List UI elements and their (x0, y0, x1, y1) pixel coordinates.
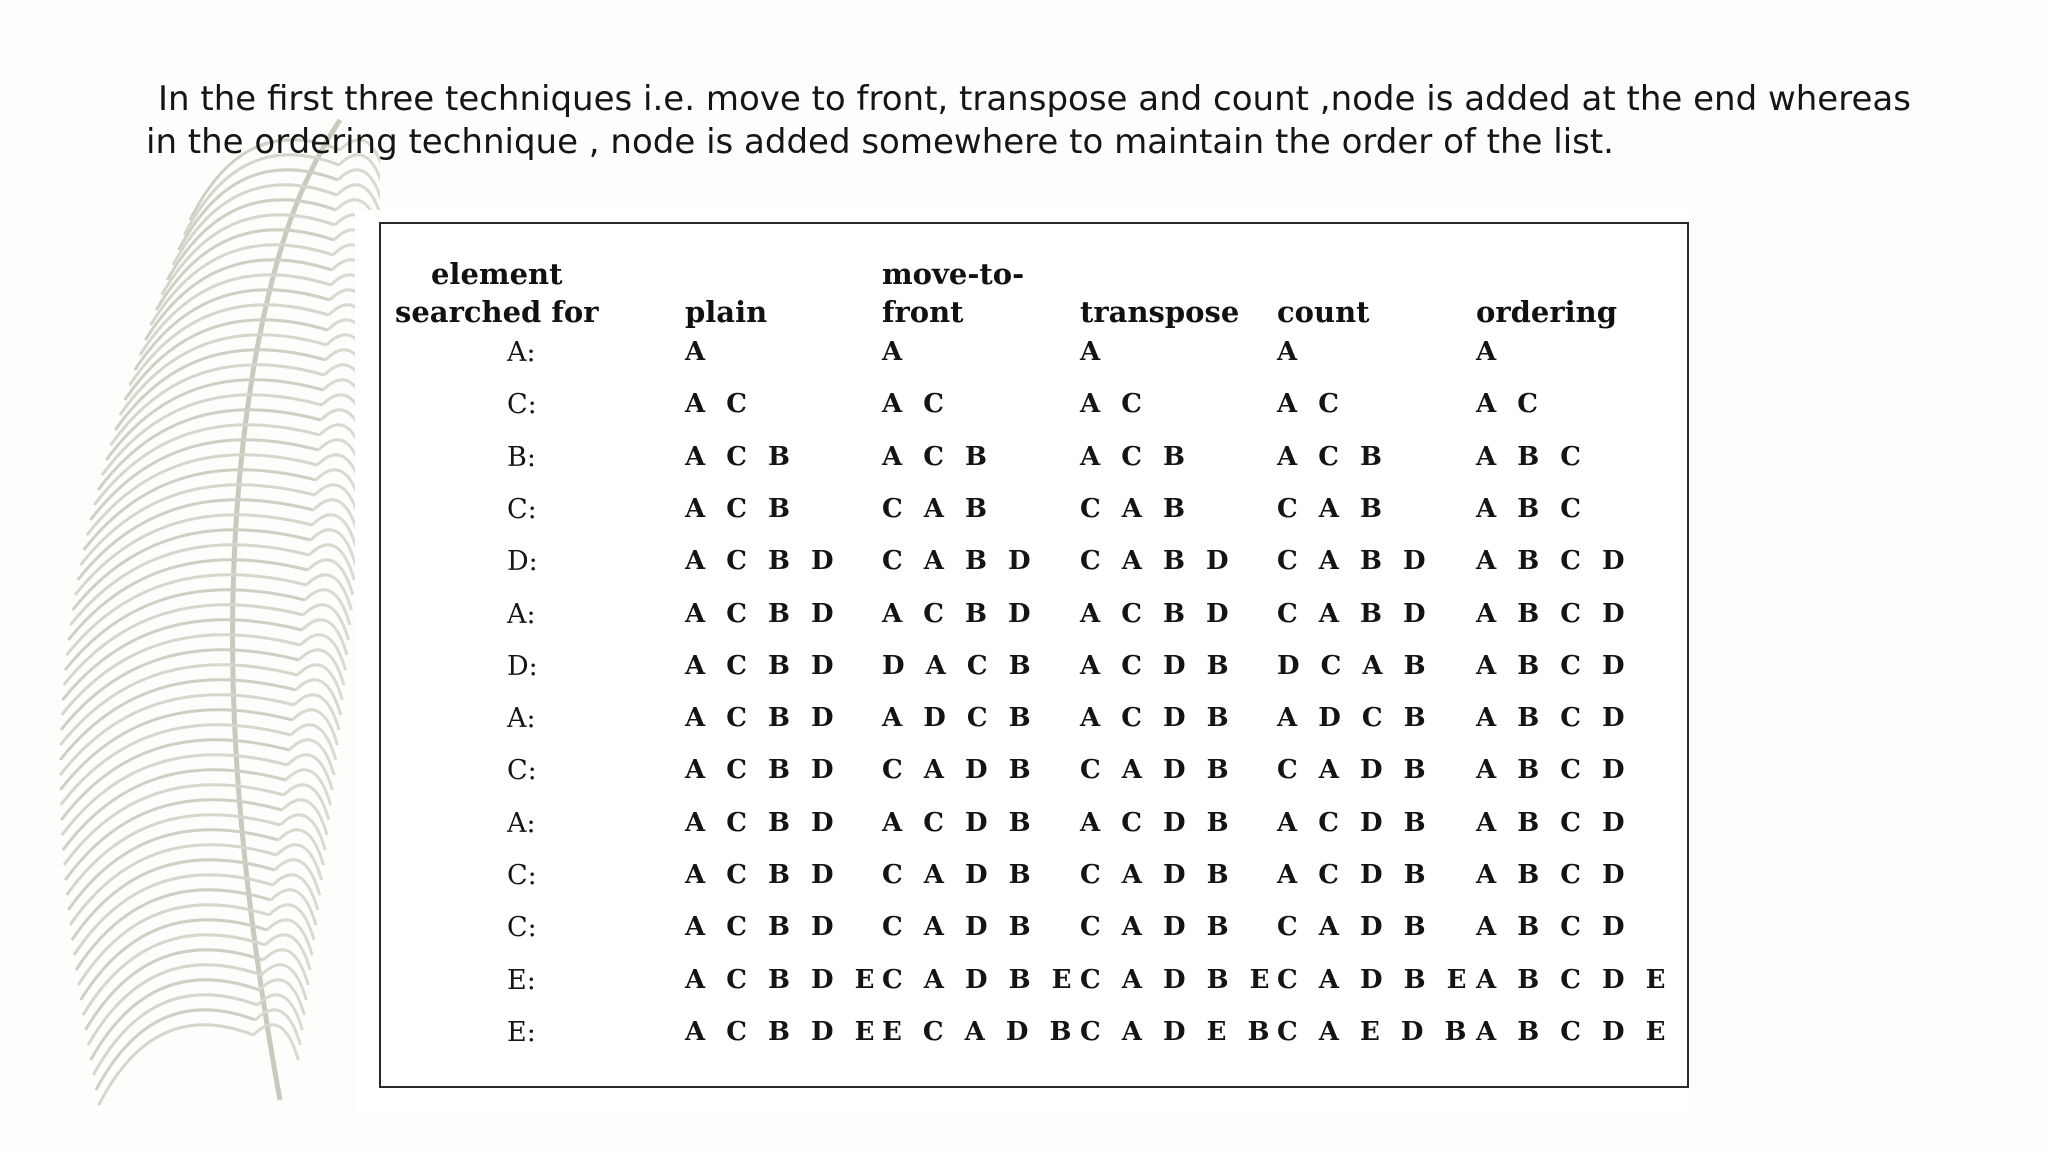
feather-barb (75, 515, 312, 595)
cell-transpose: C A D E B (1080, 1016, 1276, 1047)
cell-ordering: A (1476, 337, 1503, 367)
cell-ordering: A B C D (1476, 912, 1631, 943)
cell-plain: A C B D (685, 755, 840, 786)
cell-move-to-front: A C (882, 389, 950, 420)
cell-element-searched-for: C: (507, 860, 537, 891)
feather-barb (61, 650, 299, 730)
cell-ordering: A B C D E (1476, 964, 1672, 995)
cell-element-searched-for: C: (507, 493, 537, 525)
cell-ordering: A B C D (1476, 650, 1631, 681)
cell-ordering: A B C D (1476, 703, 1631, 734)
cell-element-searched-for: D: (507, 546, 538, 578)
cell-move-to-front: A C B D (882, 598, 1037, 629)
feather-barb (64, 605, 304, 685)
cell-count: C A D B E (1277, 964, 1473, 995)
intro-line-2: in the ordering technique , node is added somewhere to maintain the order of the list. (146, 122, 1614, 162)
cell-ordering: A C (1476, 389, 1544, 420)
cell-plain: A C B D (685, 912, 840, 943)
feather-barb (91, 980, 260, 1060)
cell-ordering: A B C D E (1476, 1016, 1672, 1047)
cell-count: A C D B (1277, 860, 1432, 890)
cell-plain: A C B D (685, 860, 840, 890)
feather-barb (179, 170, 338, 250)
intro-paragraph (146, 78, 1911, 164)
cell-count: C A B (1277, 493, 1388, 524)
header-ordering (1476, 255, 1617, 331)
cell-transpose: A C B D (1080, 598, 1235, 629)
cell-element-searched-for: B: (507, 441, 536, 473)
header-line-2: count (1277, 295, 1370, 329)
cell-plain: A C B D (685, 807, 840, 838)
feather-barb (68, 560, 308, 640)
cell-ordering: A B C D (1476, 546, 1631, 577)
feather-barb (140, 275, 331, 355)
feather-barb (60, 665, 297, 745)
cell-count: A C (1277, 389, 1345, 420)
feather-barb (60, 680, 296, 760)
cell-move-to-front: A C D B (882, 807, 1037, 838)
header-line-1 (685, 255, 767, 293)
header-line-2: transpose (1080, 295, 1240, 329)
cell-move-to-front: E C A D B (882, 1016, 1078, 1047)
cell-element-searched-for: E: (507, 964, 536, 996)
cell-move-to-front: C A D B (882, 860, 1037, 890)
cell-move-to-front: A D C B (882, 703, 1037, 734)
header-line-1 (1277, 255, 1370, 293)
cell-count: C A E D B (1277, 1016, 1473, 1047)
cell-move-to-front: C A B (882, 493, 993, 524)
feather-barb (96, 1010, 255, 1090)
cell-count: D C A B (1277, 650, 1432, 681)
header-line-1 (1080, 255, 1239, 293)
cell-plain: A C B D E (685, 964, 881, 995)
cell-element-searched-for: C: (507, 755, 537, 787)
cell-transpose: C A D B (1080, 912, 1235, 943)
cell-count: A D C B (1277, 703, 1432, 734)
cell-plain: A C B D (685, 598, 840, 629)
cell-ordering: A B C (1476, 441, 1587, 472)
cell-element-searched-for: A: (507, 337, 536, 368)
header-move-to-front (882, 255, 1024, 331)
cell-transpose: A (1080, 337, 1107, 367)
feather-barb (62, 620, 302, 700)
cell-count: C A D B (1277, 912, 1432, 943)
cell-move-to-front: D A C B (882, 650, 1037, 681)
feather-barb (93, 995, 257, 1075)
feather-barb (60, 695, 294, 775)
header-line-1: move-to- (882, 257, 1025, 291)
cell-element-searched-for: C: (507, 389, 537, 421)
header-line-1: element (430, 257, 563, 291)
cell-transpose: A C (1080, 389, 1148, 420)
intro-line-1: In the first three techniques i.e. move to front, transpose and count ,node is added at the end whereas (158, 79, 1911, 119)
cell-element-searched-for: A: (507, 703, 536, 735)
feather-illustration (40, 60, 380, 1120)
cell-move-to-front: C A D B (882, 755, 1037, 786)
cell-plain: A C B (685, 493, 796, 524)
cell-transpose: C A D B (1080, 860, 1235, 890)
cell-transpose: C A D B E (1080, 964, 1276, 995)
cell-move-to-front: C A D B E (882, 964, 1078, 995)
header-transpose (1080, 255, 1239, 331)
cell-plain: A C B D E (685, 1016, 881, 1047)
cell-plain: A C B D (685, 546, 840, 577)
feather-barb (65, 590, 305, 670)
cell-move-to-front: C A B D (882, 546, 1037, 577)
cell-ordering: A B C D (1476, 598, 1631, 629)
cell-element-searched-for: D: (507, 650, 538, 682)
cell-transpose: C A D B (1080, 755, 1235, 786)
cell-count: A C D B (1277, 807, 1432, 838)
cell-element-searched-for: E: (507, 1016, 536, 1048)
cell-move-to-front: A (882, 337, 909, 367)
cell-transpose: C A B (1080, 493, 1191, 524)
feather-barb (253, 1025, 298, 1060)
cell-ordering: A B C D (1476, 807, 1631, 838)
feather-barb (88, 965, 261, 1045)
feather-barb (184, 155, 339, 235)
feather-barb (173, 185, 337, 265)
list-techniques-table-image (355, 210, 1690, 1115)
cell-count: A (1277, 337, 1304, 367)
header-line-2: searched for (395, 295, 599, 329)
feather-barb (67, 575, 307, 655)
cell-ordering: A B C D (1476, 860, 1631, 890)
header-plain (685, 255, 767, 331)
cell-transpose: A C D B (1080, 650, 1235, 681)
header-line-2: ordering (1476, 295, 1618, 329)
cell-plain: A C (685, 389, 753, 420)
cell-transpose: A C B (1080, 441, 1191, 472)
cell-transpose: C A B D (1080, 546, 1235, 577)
cell-transpose: A C D B (1080, 807, 1235, 838)
cell-plain: A C B D (685, 650, 840, 681)
cell-plain: A C B D (685, 703, 840, 734)
header-line-1 (1476, 255, 1617, 293)
feather-barb (130, 305, 329, 385)
cell-transpose: A C D B (1080, 703, 1235, 734)
cell-ordering: A B C (1476, 493, 1587, 524)
feather-barb (135, 290, 330, 370)
cell-move-to-front: C A D B (882, 912, 1037, 943)
cell-element-searched-for: A: (507, 598, 536, 630)
header-count (1277, 255, 1370, 331)
cell-ordering: A B C D (1476, 755, 1631, 786)
cell-move-to-front: A C B (882, 441, 993, 472)
cell-plain: A (685, 337, 712, 367)
feather-barb (70, 545, 309, 625)
cell-count: A C B (1277, 441, 1388, 472)
header-element-searched-for (395, 255, 599, 331)
header-line-2: plain (685, 295, 768, 329)
cell-count: C A B D (1277, 598, 1432, 629)
feather-barb (62, 635, 301, 715)
cell-count: C A B D (1277, 546, 1432, 577)
feather-barb (73, 530, 311, 610)
cell-element-searched-for: C: (507, 912, 537, 944)
cell-element-searched-for: A: (507, 807, 536, 839)
feather-barb (99, 1025, 254, 1105)
cell-plain: A C B (685, 441, 796, 472)
header-line-2: front (882, 295, 964, 329)
cell-count: C A D B (1277, 755, 1432, 786)
